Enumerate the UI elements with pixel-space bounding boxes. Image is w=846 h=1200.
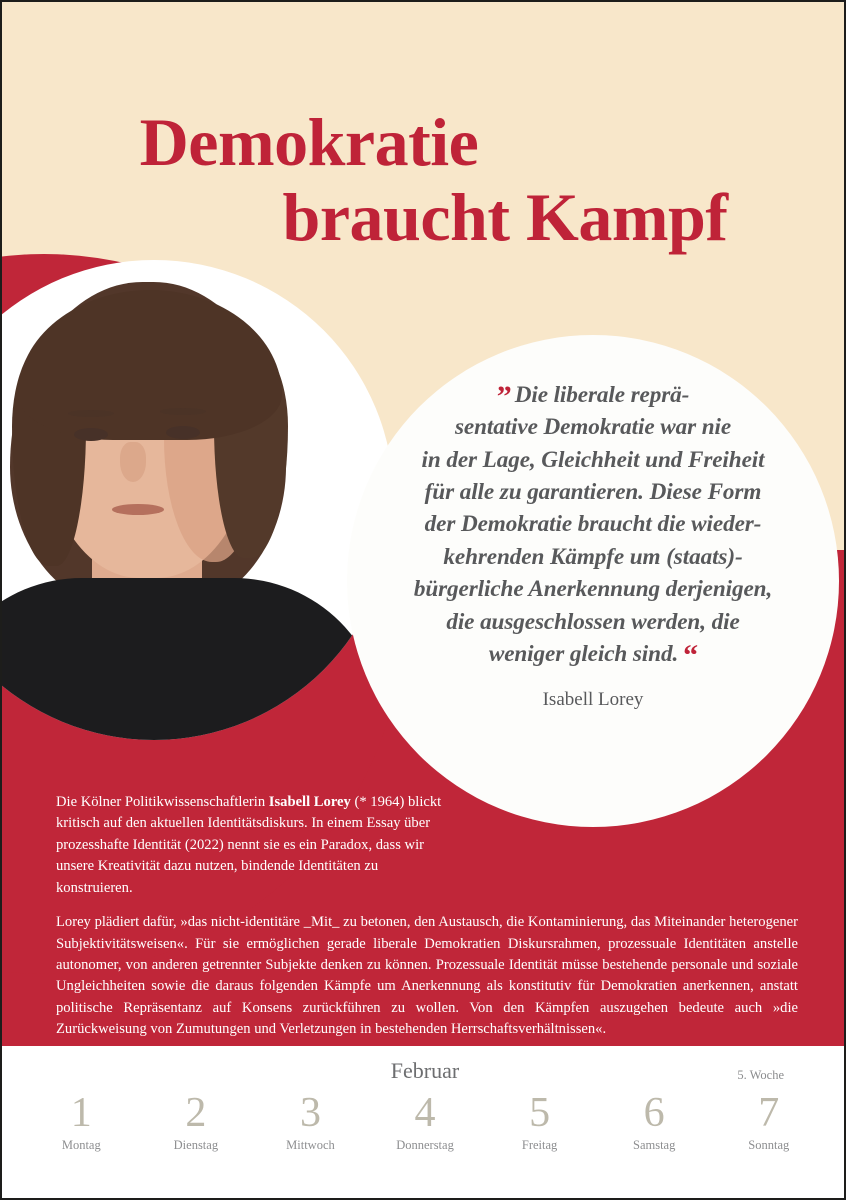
quote-close-mark: “ xyxy=(683,638,698,672)
title-line-2: braucht Kampf xyxy=(282,178,728,255)
day-number: 4 xyxy=(414,1090,436,1136)
day-cell[interactable] xyxy=(253,1092,368,1153)
copy-lead xyxy=(56,792,456,899)
day-cell[interactable] xyxy=(482,1092,597,1153)
quote-line-1: sentative Demokratie war nie xyxy=(454,414,732,441)
day-name: Samstag xyxy=(633,1137,676,1152)
copy-lead-prefix: Die Kölner Politikwissenschaftlerin xyxy=(56,794,269,810)
calendar-footer xyxy=(2,1046,846,1198)
quote-line-0: Die liberale reprä- xyxy=(514,382,690,408)
day-name: Dienstag xyxy=(173,1137,219,1152)
quote-open-mark: ” xyxy=(496,380,511,413)
quote-line-6: bürgerliche Anerkennung derjenigen, xyxy=(413,576,773,603)
copy-lead-name: Isabell Lorey xyxy=(268,794,351,810)
quote-text xyxy=(414,379,772,670)
quote-card xyxy=(347,335,839,827)
month-label: Februar xyxy=(390,1058,460,1083)
day-cell[interactable] xyxy=(711,1092,826,1153)
portrait-mouth xyxy=(112,504,164,515)
day-cell[interactable] xyxy=(368,1092,483,1153)
portrait-hair-front xyxy=(18,290,282,440)
quote-line-2: in der Lage, Gleichheit und Freiheit xyxy=(421,446,765,473)
day-number: 6 xyxy=(643,1090,665,1136)
quote-author: Isabell Lorey xyxy=(542,689,644,711)
day-name: Donnerstag xyxy=(396,1137,454,1152)
quote-line-5: kehrenden Kämpfe um (staats)- xyxy=(443,543,743,570)
portrait-eyebrow-right xyxy=(160,408,206,415)
portrait-photo xyxy=(0,260,394,740)
day-number: 2 xyxy=(185,1090,207,1136)
portrait-shoulders xyxy=(0,578,384,740)
day-cell[interactable] xyxy=(24,1092,139,1153)
day-number: 1 xyxy=(70,1090,92,1136)
day-cell[interactable] xyxy=(597,1092,712,1153)
article-copy xyxy=(56,792,798,1040)
day-number: 5 xyxy=(529,1090,551,1136)
portrait-eyebrow-left xyxy=(68,410,114,417)
portrait-nose xyxy=(120,442,146,482)
day-number: 7 xyxy=(758,1090,780,1136)
portrait-eye-left xyxy=(74,428,108,441)
footer-header xyxy=(2,1046,846,1092)
portrait-eye-right xyxy=(166,426,200,439)
day-list xyxy=(2,1092,846,1153)
day-name: Sonntag xyxy=(748,1137,790,1152)
day-cell[interactable] xyxy=(139,1092,254,1153)
day-name: Freitag xyxy=(521,1137,558,1152)
quote-line-7: die ausgeschlossen werden, die xyxy=(446,608,740,635)
copy-body: Lorey plädiert dafür, »das nicht-identitäre _Mit_ zu betonen, den Austausch, die Kontaminierung, das Miteinander heterogener Subjektivitätsweisen«. Für sie ermöglichen gerade liberale Demokratien Diskursrahmen, prozessuale Identitäten anstelle autonomer, von anderen getrennter Subjekte denken zu können. Prozessuale Identität müsse bestehende personale und soziale Ungleichheiten sowie die daraus folgenden Kämpfe um Anerkennung als konstitutiv für Demokratien anerkennen, anstatt politische Repräsentanz auf Konsens zurückführen zu wollen. Von den Kämpfen auszugehen bedeute auch »die Zurückweisung von Zumutungen und Verletzungen in bestehenden Herrschaftsverhältnissen«. xyxy=(56,914,798,1038)
week-label: 5. Woche xyxy=(737,1068,784,1082)
page-title xyxy=(2,103,846,255)
portrait-illustration xyxy=(0,260,394,740)
quote-line-8: weniger gleich sind. xyxy=(488,640,679,667)
title-line-1: Demokratie xyxy=(139,103,479,180)
quote-line-4: der Demokratie braucht die wieder- xyxy=(424,511,762,538)
day-name: Mittwoch xyxy=(286,1137,335,1152)
quote-line-3: für alle zu garantieren. Diese Form xyxy=(424,479,762,506)
day-name: Montag xyxy=(61,1137,101,1152)
copy-lead-suffix: (* 1964) blickt kritisch auf den aktuellen Identitätsdiskurs. In einem Essay über prozesshafte Identität (2022) nennt sie es ein Paradox, dass wir unsere Kreativität dazu nutzen, bindende Identitäten zu konstruieren. xyxy=(56,794,442,896)
day-number: 3 xyxy=(299,1090,321,1136)
